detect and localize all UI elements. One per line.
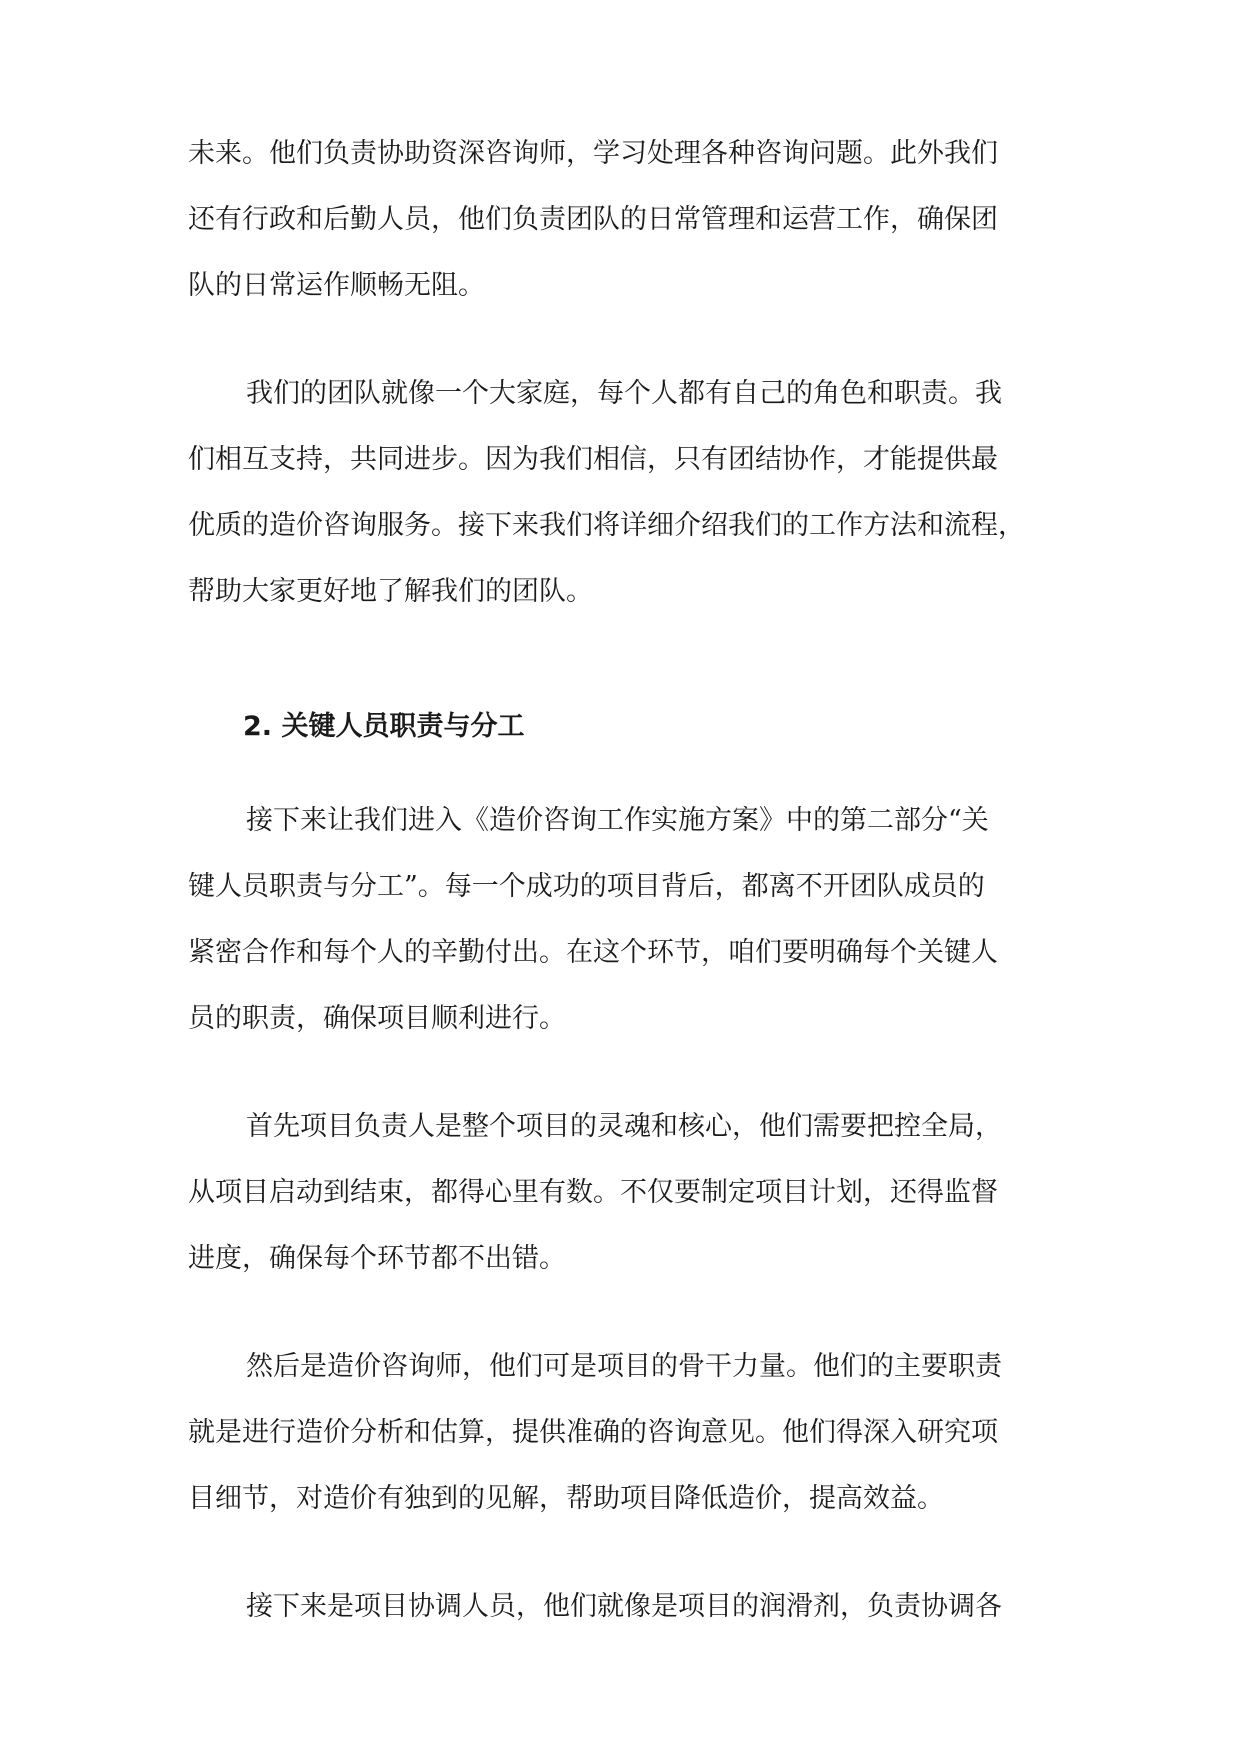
- paragraph-line: 接下来是项目协调人员，他们就像是项目的润滑剂，负责协调各: [246, 1591, 1002, 1622]
- paragraph-line: 队的日常运作顺畅无阻。: [188, 270, 485, 301]
- paragraph-line: 然后是造价咨询师，他们可是项目的骨干力量。他们的主要职责: [246, 1351, 1002, 1382]
- paragraph-line: 帮助大家更好地了解我们的团队。: [188, 576, 593, 607]
- paragraph-line: 我们的团队就像一个大家庭，每个人都有自己的角色和职责。我: [246, 378, 1002, 409]
- paragraph-line: 进度，确保每个环节都不出错。: [188, 1243, 566, 1274]
- paragraph-line: 首先项目负责人是整个项目的灵魂和核心，他们需要把控全局，: [246, 1111, 1002, 1142]
- paragraph-line: 们相互支持，共同进步。因为我们相信，只有团结协作，才能提供最: [188, 444, 998, 475]
- paragraph-line: 员的职责，确保项目顺利进行。: [188, 1003, 566, 1034]
- paragraph-line: 接下来让我们进入《造价咨询工作实施方案》中的第二部分“关: [246, 805, 989, 836]
- paragraph-line: 未来。他们负责协助资深咨询师，学习处理各种咨询问题。此外我们: [188, 138, 998, 169]
- paragraph-line: 键人员职责与分工”。每一个成功的项目背后，都离不开团队成员的: [188, 871, 985, 902]
- paragraph-line: 就是进行造价分析和估算，提供准确的咨询意见。他们得深入研究项: [188, 1417, 998, 1448]
- paragraph-line: 优质的造价咨询服务。接下来我们将详细介绍我们的工作方法和流程，: [188, 510, 1025, 541]
- section-heading: 2. 关键人员职责与分工: [243, 711, 525, 742]
- paragraph-line: 还有行政和后勤人员，他们负责团队的日常管理和运营工作，确保团: [188, 204, 998, 235]
- paragraph-line: 从项目启动到结束，都得心里有数。不仅要制定项目计划，还得监督: [188, 1177, 998, 1208]
- paragraph-line: 紧密合作和每个人的辛勤付出。在这个环节，咱们要明确每个关键人: [188, 937, 998, 968]
- paragraph-line: 目细节，对造价有独到的见解，帮助项目降低造价，提高效益。: [188, 1483, 944, 1514]
